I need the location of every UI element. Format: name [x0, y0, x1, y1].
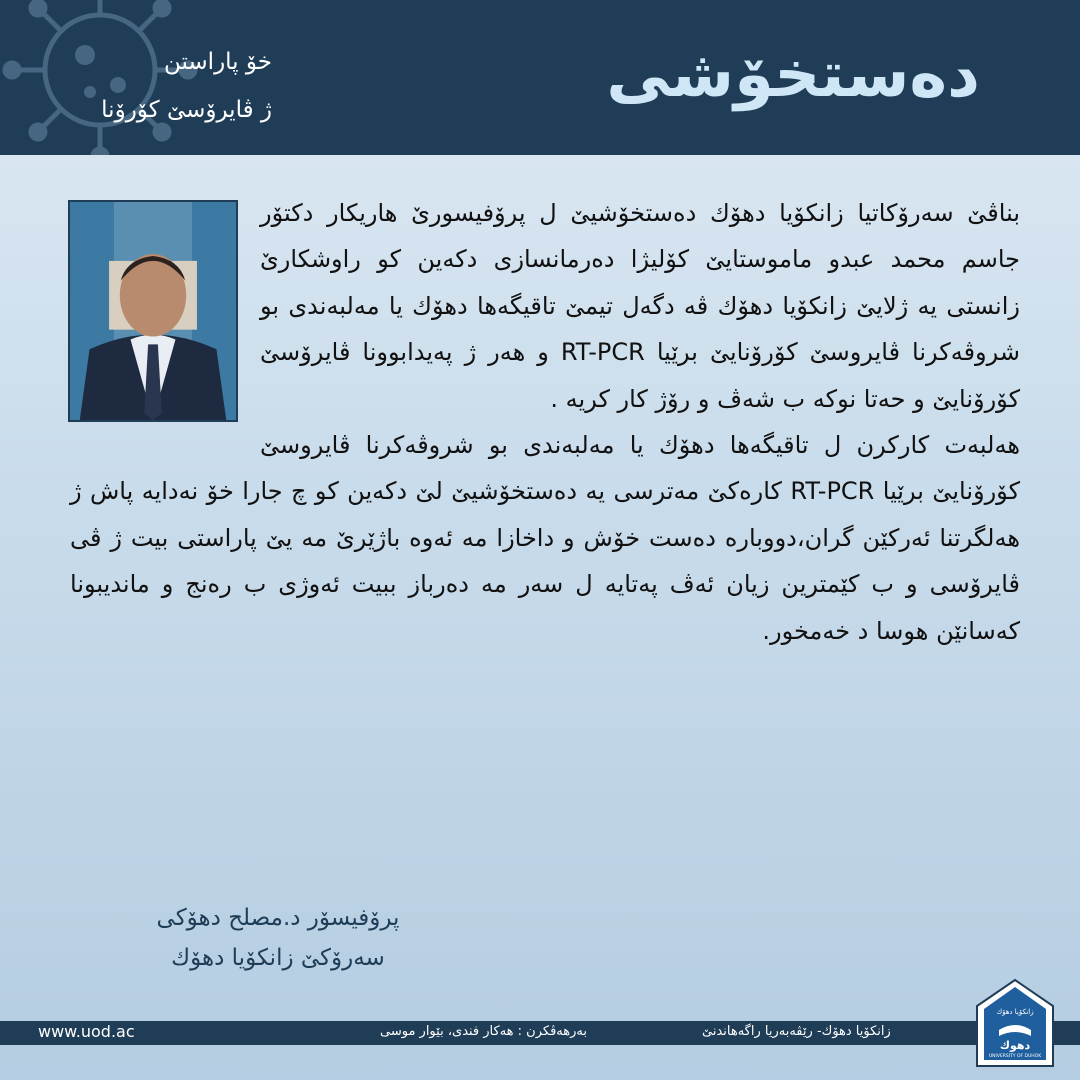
footer-university: زانکۆیا دهۆك- رێڤەبەریا راگەهاندنێ [702, 1024, 891, 1039]
signature-block [118, 898, 438, 978]
tagline-line-2: ژ ڤایرۆسێ کۆرۆنا [101, 97, 272, 123]
page-title: دەستخۆشی [606, 38, 980, 112]
campaign-tagline [12, 38, 272, 134]
photo-spacer [70, 190, 260, 444]
website-link[interactable]: www.uod.ac [38, 1022, 135, 1041]
logo-main-text: دهوك [999, 1039, 1031, 1052]
logo-top-text: زانكۆیا دهۆك [996, 1008, 1034, 1016]
logo-bottom-text: UNIVERSITY OF DUHOK [988, 1054, 1042, 1059]
footer-credit: بەرهەڤکرن : هەکار فندی، بێوار موسی [380, 1024, 587, 1039]
university-logo-icon [975, 978, 1055, 1068]
header-banner [0, 0, 1080, 155]
article-paragraph-2: هەلبەت کارکرن ل تاقیگەها دهۆك یا مەلبەندی بو شروڤەکرنا ڤایروسێ کۆرۆنایێ برێیا RT-PCR کارەکێ مەترسی یە دەستخۆشیێ لێ دکەین کو چ جارا خۆ نەدایە پاش ژ هەلگرتنا ئەرکێن گران،دووبارە دەست خۆش و داخازا مە ئەوە باژێرێ مە یێ پاراستی بیت ژ ڤی ڤایرۆسی و ب کێمترین زیان ئەڤ پەتایە ل سەر مە دەرباز ببیت ئەوژی ب رەنج و ماندیبونا کەسانێن هوسا د خەمخور. [70, 431, 1021, 645]
article-paragraph-1: بناڤێ سەرۆکاتیا زانکۆیا دهۆك دەستخۆشیێ ل پرۆفیسورێ هاریکار دکتۆر جاسم محمد عبدو ماموستایێ کۆلیژا دەرمانسازی دکەین کو راوشکارێ زانستی یە ژلایێ زانکۆیا دهۆك ڤە دگەل تیمێ تاقیگەها دهۆك یا مەلبەندی بو شروڤەکرنا ڤایروسێ کۆرۆنایێ برێیا RT-PCR و هەر ژ پەیدابوونا ڤایرۆسێ کۆرۆنایێ و حەتا نوکە ب شەڤ و رۆژ کار کریە . [260, 199, 1021, 413]
signature-position: سەرۆکێ زانکۆیا دهۆك [171, 945, 385, 971]
footer-bar [0, 1021, 1080, 1045]
tagline-line-1: خۆ پاراستن [163, 49, 272, 75]
article-body [70, 190, 1020, 654]
signature-name: پرۆفیسۆر د.مصلح دهۆکی [156, 905, 400, 931]
